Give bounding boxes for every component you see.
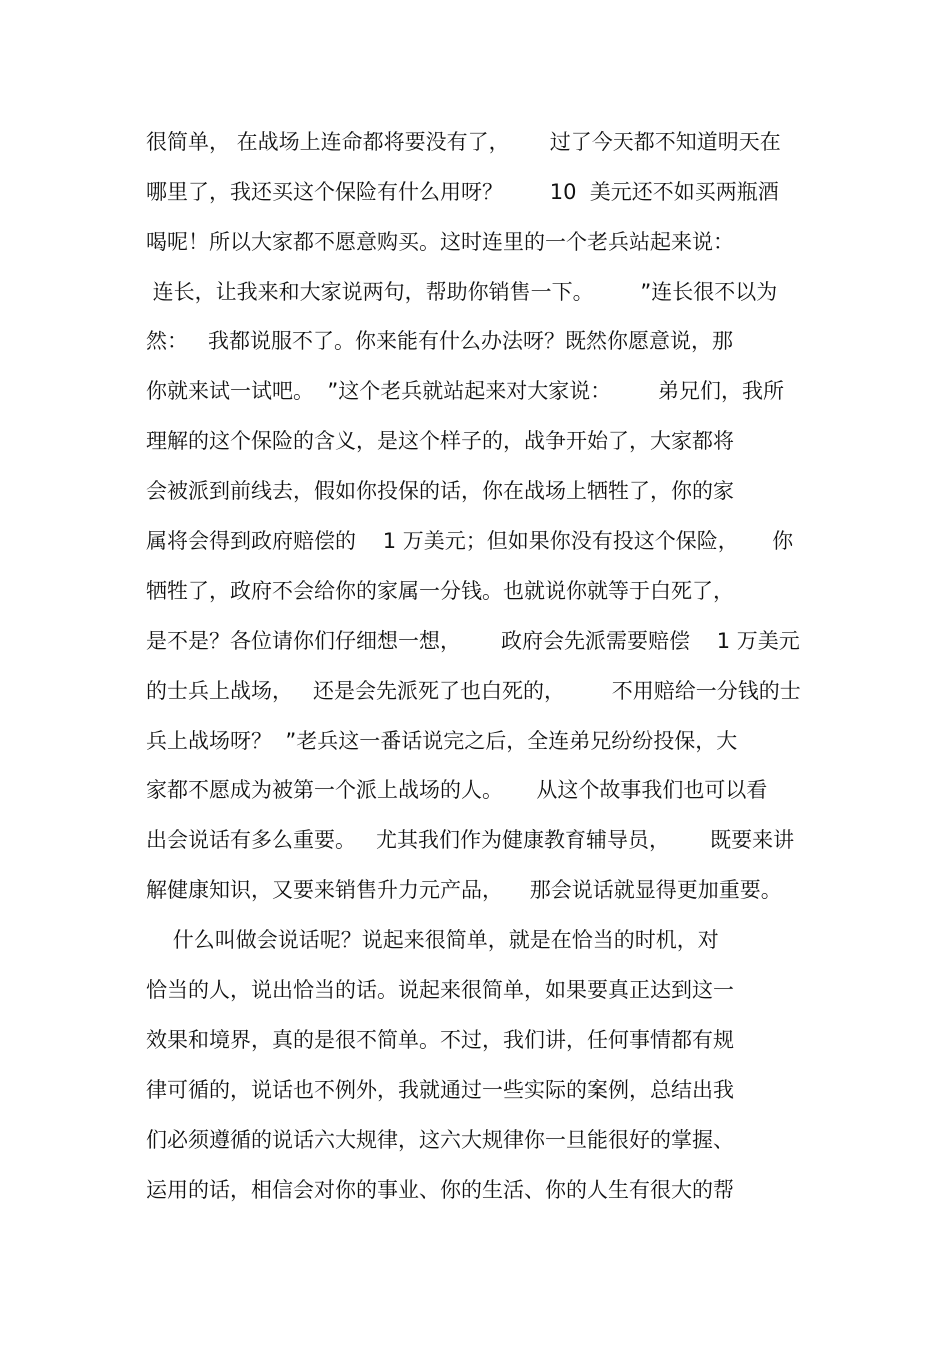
text-line: 连长，让我来和大家说两句，帮助你销售一下。 ”连长很不以为 [146, 280, 778, 304]
text-line: 理解的这个保险的含义，是这个样子的，战争开始了，大家都将 [146, 429, 734, 453]
text-line: 是不是？各位请你们仔细想一想， 政府会先派需要赔偿 1 万美元 [146, 629, 800, 653]
text-line: 你就来试一试吧。 ”这个老兵就站起来对大家说： 弟兄们，我所 [146, 379, 784, 403]
text-line: 会被派到前线去，假如你投保的话，你在战场上牺牲了，你的家 [146, 479, 734, 503]
text-line: 然： 我都说服不了。你来能有什么办法呀？既然你愿意说，那 [146, 329, 734, 353]
text-line: 们必须遵循的说话六大规律，这六大规律你一旦能很好的掌握、 [146, 1128, 734, 1152]
text-line: 恰当的人，说出恰当的话。说起来很简单，如果要真正达到这一 [146, 978, 734, 1002]
text-line: 的士兵上战场， 还是会先派死了也白死的， 不用赔给一分钱的士 [146, 679, 801, 703]
text-line: 律可循的，说话也不例外，我就通过一些实际的案例，总结出我 [146, 1078, 734, 1102]
text-line: 喝呢！所以大家都不愿意购买。这时连里的一个老兵站起来说： [146, 230, 734, 254]
text-line: 家都不愿成为被第一个派上战场的人。 从这个故事我们也可以看 [146, 778, 768, 802]
text-line: 运用的话，相信会对你的事业、你的生活、你的人生有很大的帮 [146, 1178, 734, 1202]
text-line: 解健康知识，又要来销售升力元产品， 那会说话就显得更加重要。 [146, 878, 782, 902]
text-line: 很简单， 在战场上连命都将要没有了， 过了今天都不知道明天在 [146, 130, 781, 154]
text-line: 牺牲了，政府不会给你的家属一分钱。也就说你就等于白死了， [146, 579, 734, 603]
text-line: 什么叫做会说话呢？说起来很简单，就是在恰当的时机，对 [146, 928, 719, 952]
text-line: 兵上战场呀？ ”老兵这一番话说完之后，全连弟兄纷纷投保，大 [146, 729, 738, 753]
text-line: 出会说话有多么重要。 尤其我们作为健康教育辅导员， 既要来讲 [146, 828, 795, 852]
text-line: 哪里了，我还买这个保险有什么用呀？ 10 美元还不如买两瓶酒 [146, 180, 779, 204]
text-line: 效果和境界，真的是很不简单。不过，我们讲，任何事情都有规 [146, 1028, 734, 1052]
text-line: 属将会得到政府赔偿的 1 万美元；但如果你没有投这个保险， 你 [146, 529, 794, 553]
